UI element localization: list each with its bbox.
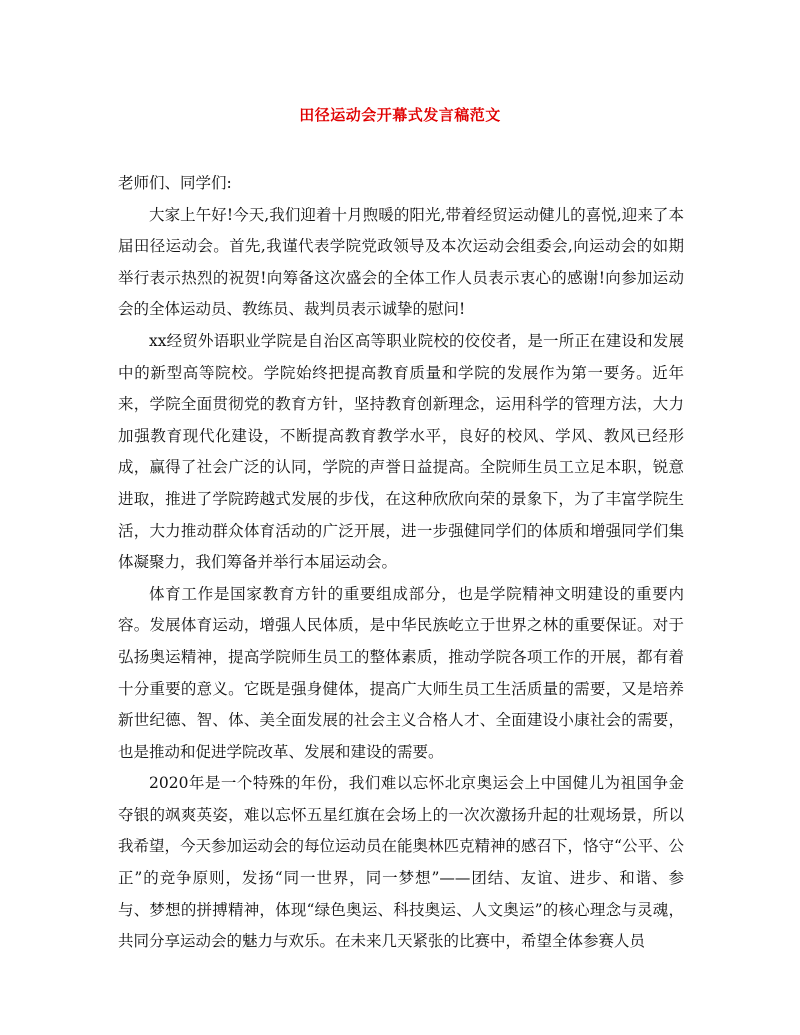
paragraph-3: 体育工作是国家教育方针的重要组成部分，也是学院精神文明建设的重要内容。发展体育运动，增强人民体质，是中华民族屹立于世界之林的重要保证。对于弘扬奥运精神，提高学院师生员工的整体素质，推动学院各项工作的开展，都有着十分重要的意义。它既是强身健体，提高广大师生员工生活质量的需要，又是培养新世纪德、智、体、美全面发展的社会主义合格人才、全面建设小康社会的需要，也是推动和促进学院改革、发展和建设的需要。 bbox=[118, 584, 684, 761]
document-body bbox=[118, 168, 684, 958]
document-title: 田径运动会开幕式发言稿范文 bbox=[299, 106, 501, 124]
paragraph-4: 2020年是一个特殊的年份，我们难以忘怀北京奥运会上中国健儿为祖国争金夺银的飒爽英姿，难以忘怀五星红旗在会场上的一次次激扬升起的壮观场景，所以我希望，今天参加运动会的每位运动员在能奥林匹克精神的感召下，恪守“公平、公正”的竞争原则，发扬“同一世界，同一梦想”——团结、友谊、进步、和谐、参与、梦想的拼搏精神，体现“绿色奥运、科技奥运、人文奥运”的核心理念与灵魂，共同分享运动会的魅力与欢乐。在未来几天紧张的比赛中，希望全体参赛人员 bbox=[118, 774, 684, 951]
paragraph-2: xx经贸外语职业学院是自治区高等职业院校的佼佼者，是一所正在建设和发展中的新型高等院校。学院始终把提高教育质量和学院的发展作为第一要务。近年来，学院全面贯彻党的教育方针，坚持教育创新理念，运用科学的管理方法，大力加强教育现代化建设，不断提高教育教学水平，良好的校风、学风、教风已经形成，赢得了社会广泛的认同，学院的声誉日益提高。全院师生员工立足本职，锐意进取，推进了学院跨越式发展的步伐，在这种欣欣向荣的景象下，为了丰富学院生活，大力推动群众体育活动的广泛开展，进一步强健同学们的体质和增强同学们集体凝聚力，我们筹备并举行本届运动会。 bbox=[118, 331, 684, 572]
greeting-line: 老师们、同学们: bbox=[118, 174, 232, 192]
paragraph-1: 大家上午好!今天,我们迎着十月煦暖的阳光,带着经贸运动健儿的喜悦,迎来了本届田径运动会。首先,我谨代表学院党政领导及本次运动会组委会,向运动会的如期举行表示热烈的祝贺!向筹备这次盛会的全体工作人员表示衷心的感谢!向参加运动会的全体运动员、教练员、裁判员表示诚挚的慰问! bbox=[118, 205, 684, 319]
